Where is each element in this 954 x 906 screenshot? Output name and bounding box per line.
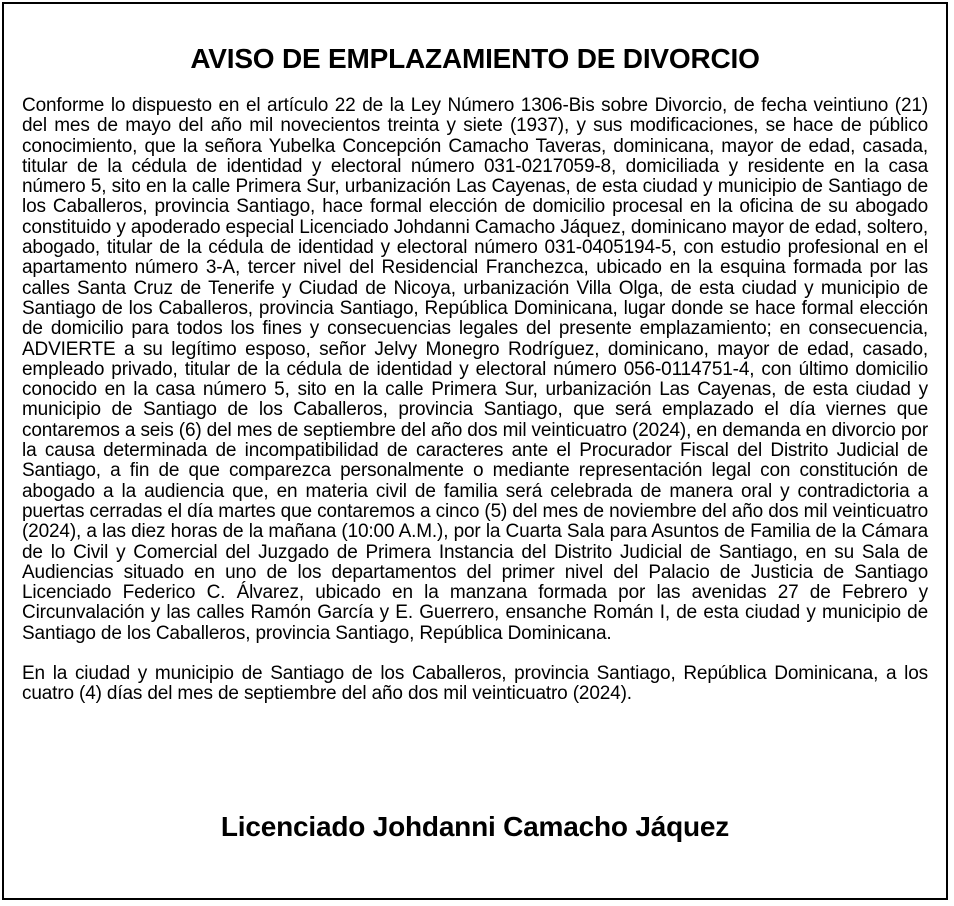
notice-frame: [2, 2, 948, 900]
notice-body: [22, 96, 928, 705]
signature: Licenciado Johdanni Camacho Jáquez: [220, 811, 730, 842]
notice-title: AVISO DE EMPLAZAMIENTO DE DIVORCIO: [190, 43, 760, 74]
body-paragraph: Conforme lo dispuesto en el artículo 22 de la Ley Número 1306-Bis sobre Divorcio, de fecha veintiuno (21) del mes de mayo del año mil novecientos treinta y siete (1937), y sus modificaciones, se hace de público conocimiento, que la señora Yubelka Concepción Camacho Taveras, dominicana, mayor de edad, casada, titular de la cédula de identidad y electoral número 031-0217059-8, domiciliada y residente en la casa número 5, sito en la calle Primera Sur, urbanización Las Cayenas, de esta ciudad y municipio de Santiago de los Caballeros, provincia Santiago, hace formal elección de domicilio procesal en la oficina de su abogado constituido y apoderado especial Licenciado Johdanni Camacho Jáquez, dominicano mayor de edad, soltero, abogado, titular de la cédula de identidad y electoral número 031-0405194-5, con estudio profesional en el apartamento número 3-A, tercer nivel del Residencial Franchezca, ubicado en la esquina formada por las calles Santa Cruz de Tenerife y Ciudad de Nicoya, urbanización Villa Olga, de esta ciudad y municipio de Santiago de los Caballeros, provincia Santiago, República Dominicana, lugar donde se hace formal elección de domicilio para todos los fines y consecuencias legales del presente emplazamiento; en consecuencia, ADVIERTE a su legítimo esposo, señor Jelvy Monegro Rodríguez, dominicano, mayor de edad, casado, empleado privado, titular de la cédula de identidad y electoral número 056-0114751-4, con último domicilio conocido en la casa número 5, sito en la calle Primera Sur, urbanización Las Cayenas, de esta ciudad y municipio de Santiago de los Caballeros, provincia Santiago, que será emplazado el día viernes que contaremos a seis (6) del mes de septiembre del año dos mil veinticuatro (2024), en demanda en divorcio por la causa determinada de incompatibilidad de caracteres ante el Procurador Fiscal del Distrito Judicial de Santiago, a fin de que comparezca personalmente o mediante representación legal con constitución de abogado a la audiencia que, en materia civil de familia será celebrada de manera oral y contradictoria a puertas cerradas el día martes que contaremos a cinco (5) del mes de noviembre del año dos mil veinticuatro (2024), a las diez horas de la mañana (10:00 A.M.), por la Cuarta Sala para Asuntos de Familia de la Cámara de lo Civil y Comercial del Juzgado de Primera Instancia del Distrito Judicial de Santiago, en su Sala de Audiencias situado en uno de los departamentos del primer nivel del Palacio de Justicia de Santiago Licenciado Federico C. Álvarez, ubicado en la manzana formada por las avenidas 27 de Febrero y Circunvalación y las calles Ramón García y E. Guerrero, ensanche Román I, de esta ciudad y municipio de Santiago de los Caballeros, provincia Santiago, República Dominicana.: [22, 95, 928, 644]
closing-paragraph: En la ciudad y municipio de Santiago de los Caballeros, provincia Santiago, República Dominicana, a los cuatro (4) días del mes de septiembre del año dos mil veinticuatro (2024).: [22, 663, 928, 705]
